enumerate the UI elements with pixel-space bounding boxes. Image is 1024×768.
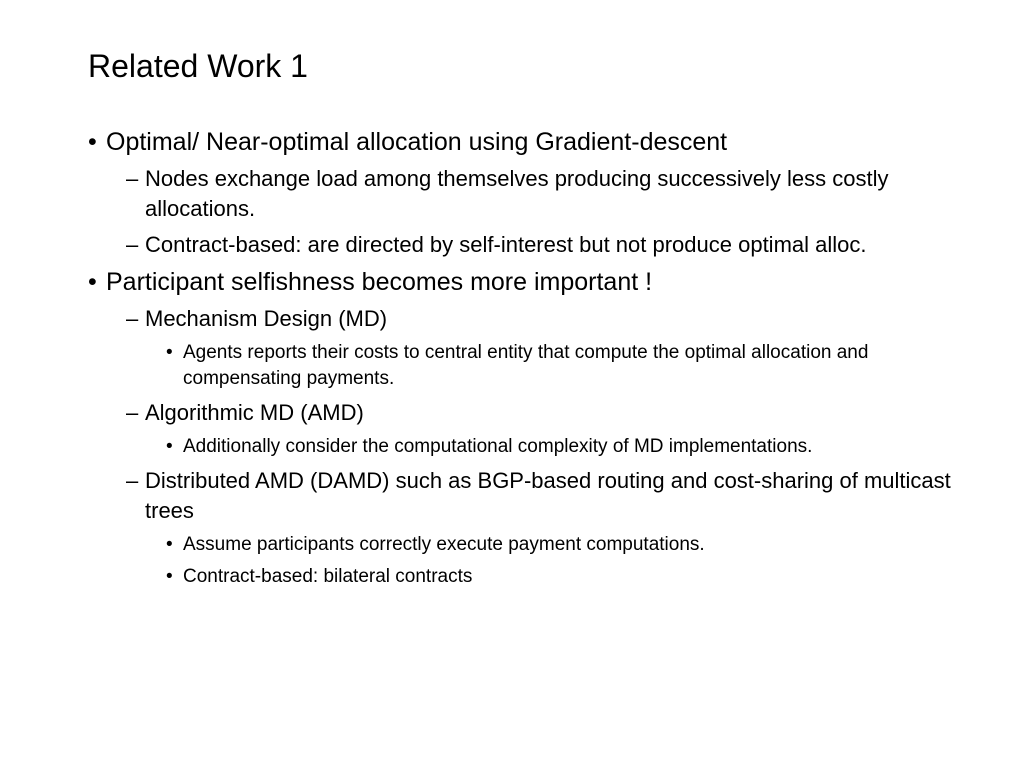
sub-point-text: Distributed AMD (DAMD) such as BGP-based routing and cost-sharing of multicast trees — [145, 468, 951, 523]
sub-sub-point-2-3-2 — [166, 564, 968, 590]
sub-sub-point-text: Assume participants correctly execute payment computations. — [183, 534, 705, 555]
bullet-marker: • — [166, 534, 173, 555]
bullet-point-2 — [88, 266, 968, 298]
bullet-marker: • — [88, 268, 97, 296]
sub-point-1-1 — [126, 164, 968, 224]
sub-sub-point-2-3-1 — [166, 532, 968, 558]
sub-point-1-2 — [126, 230, 968, 260]
slide-title: Related Work 1 — [88, 48, 308, 84]
sub-point-text: Nodes exchange load among themselves producing successively less costly allocations. — [145, 166, 889, 221]
bullet-point-1 — [88, 126, 968, 158]
dash-marker: – — [126, 468, 139, 493]
sub-sub-point-text: Contract-based: bilateral contracts — [183, 566, 473, 587]
slide-body — [88, 126, 968, 596]
sub-sub-point-2-1-1 — [166, 340, 968, 392]
bullet-marker: • — [166, 342, 173, 363]
sub-point-text: Algorithmic MD (AMD) — [145, 400, 364, 425]
sub-point-text: Mechanism Design (MD) — [145, 306, 388, 331]
dash-marker: – — [126, 400, 139, 425]
sub-point-2-2 — [126, 398, 968, 428]
dash-marker: – — [126, 306, 139, 331]
sub-sub-point-2-2-1 — [166, 434, 968, 460]
sub-point-2-1 — [126, 304, 968, 334]
bullet-marker: • — [88, 128, 97, 156]
sub-sub-point-text: Agents reports their costs to central entity that compute the optimal allocation and compensating payments. — [183, 342, 869, 389]
bullet-marker: • — [166, 566, 173, 587]
dash-marker: – — [126, 166, 139, 191]
bullet-text: Optimal/ Near-optimal allocation using Gradient-descent — [106, 128, 728, 156]
bullet-marker: • — [166, 436, 173, 457]
dash-marker: – — [126, 232, 139, 257]
sub-point-text: Contract-based: are directed by self-interest but not produce optimal alloc. — [145, 232, 867, 257]
sub-sub-point-text: Additionally consider the computational complexity of MD implementations. — [183, 436, 813, 457]
bullet-text: Participant selfishness becomes more important ! — [106, 268, 653, 296]
sub-point-2-3 — [126, 466, 968, 526]
